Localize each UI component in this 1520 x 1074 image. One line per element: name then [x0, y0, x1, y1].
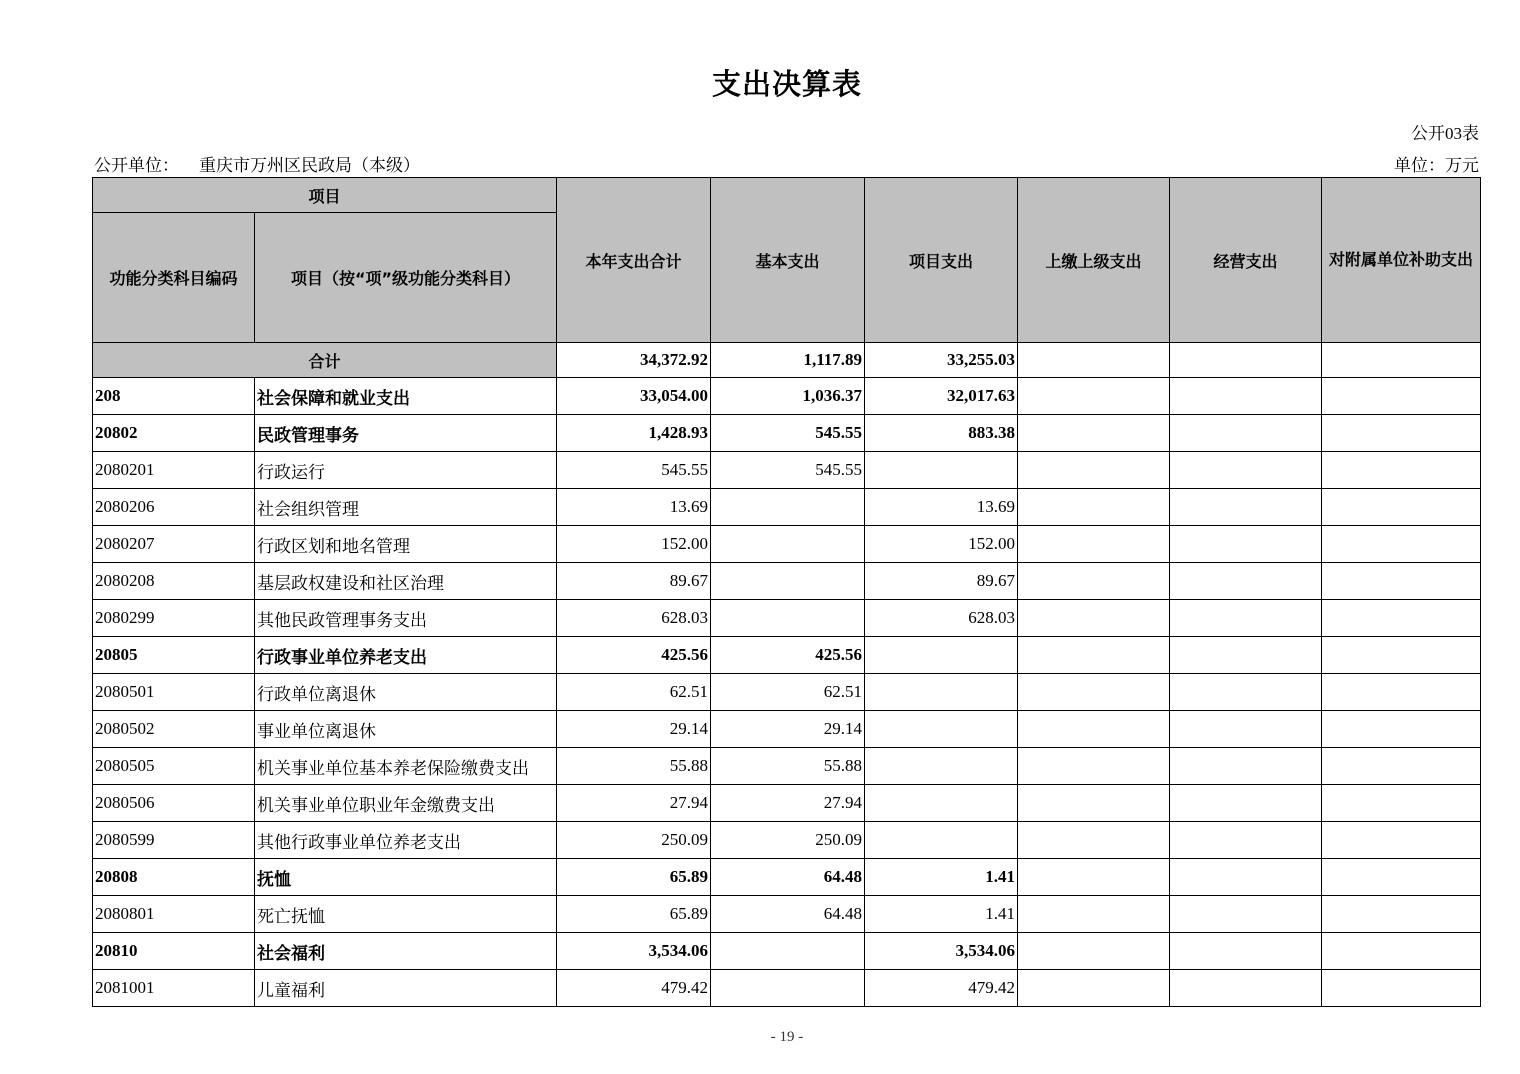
cell-total: 89.67	[557, 563, 711, 600]
cell-subsidy	[1322, 526, 1481, 563]
cell-upper	[1018, 674, 1170, 711]
cell-business	[1170, 415, 1322, 452]
cell-business	[1170, 452, 1322, 489]
table-row	[93, 970, 1481, 1007]
reporting-unit-name: 重庆市万州区民政局（本级）	[199, 156, 420, 175]
cell-name: 抚恤	[255, 859, 557, 896]
cell-basic: 27.94	[711, 785, 865, 822]
cell-total: 33,054.00	[557, 378, 711, 415]
cell-subsidy	[1322, 859, 1481, 896]
cell-project: 479.42	[865, 970, 1018, 1007]
cell-name: 行政运行	[255, 452, 557, 489]
cell-name: 行政事业单位养老支出	[255, 637, 557, 674]
cell-project	[865, 711, 1018, 748]
cell-total: 250.09	[557, 822, 711, 859]
cell-total: 479.42	[557, 970, 711, 1007]
header-item: 项目	[93, 178, 557, 213]
cell-total: 29.14	[557, 711, 711, 748]
cell-code: 2080501	[93, 674, 255, 711]
cell-total: 65.89	[557, 896, 711, 933]
cell-name: 社会福利	[255, 933, 557, 970]
cell-basic: 545.55	[711, 415, 865, 452]
cell-upper	[1018, 415, 1170, 452]
cell-total: 425.56	[557, 637, 711, 674]
cell-subsidy	[1322, 896, 1481, 933]
cell-total: 27.94	[557, 785, 711, 822]
cell-name: 行政区划和地名管理	[255, 526, 557, 563]
cell-total: 13.69	[557, 489, 711, 526]
cell-subsidy	[1322, 378, 1481, 415]
header-business: 经营支出	[1170, 178, 1322, 343]
cell-business	[1170, 896, 1322, 933]
cell-business	[1170, 748, 1322, 785]
cell-total: 1,428.93	[557, 415, 711, 452]
table-row	[93, 637, 1481, 674]
cell-upper	[1018, 489, 1170, 526]
cell-business	[1170, 489, 1322, 526]
total-label: 合计	[93, 343, 557, 378]
cell-upper	[1018, 970, 1170, 1007]
cell-upper	[1018, 933, 1170, 970]
cell-project	[865, 748, 1018, 785]
cell-basic: 29.14	[711, 711, 865, 748]
cell-name: 行政单位离退休	[255, 674, 557, 711]
page-number: - 19 -	[770, 1029, 804, 1045]
cell-name: 民政管理事务	[255, 415, 557, 452]
cell-business	[1170, 637, 1322, 674]
table-row	[93, 378, 1481, 415]
table-row	[93, 933, 1481, 970]
cell-project: 89.67	[865, 563, 1018, 600]
cell-total: 628.03	[557, 600, 711, 637]
table-row	[93, 563, 1481, 600]
cell-code: 20802	[93, 415, 255, 452]
cell-code: 20808	[93, 859, 255, 896]
cell-project	[865, 674, 1018, 711]
cell-business	[1170, 933, 1322, 970]
cell-subsidy	[1322, 415, 1481, 452]
cell-subsidy	[1322, 489, 1481, 526]
cell-upper	[1018, 822, 1170, 859]
table-row	[93, 896, 1481, 933]
header-total: 本年支出合计	[557, 178, 711, 343]
table-row	[93, 748, 1481, 785]
cell-code: 2080299	[93, 600, 255, 637]
cell-upper	[1018, 452, 1170, 489]
cell-upper	[1018, 785, 1170, 822]
cell-name: 基层政权建设和社区治理	[255, 563, 557, 600]
cell-code: 2081001	[93, 970, 255, 1007]
cell-code: 2080201	[93, 452, 255, 489]
table-row	[93, 785, 1481, 822]
cell-code: 20810	[93, 933, 255, 970]
cell-upper	[1018, 711, 1170, 748]
cell-upper	[1018, 859, 1170, 896]
cell-code: 2080506	[93, 785, 255, 822]
table-row	[93, 415, 1481, 452]
cell-name: 事业单位离退休	[255, 711, 557, 748]
cell-total: 55.88	[557, 748, 711, 785]
cell-project: 32,017.63	[865, 378, 1018, 415]
cell-code: 208	[93, 378, 255, 415]
cell-project	[865, 637, 1018, 674]
total-basic: 1,117.89	[711, 343, 865, 378]
table-row	[93, 452, 1481, 489]
cell-upper	[1018, 600, 1170, 637]
cell-subsidy	[1322, 711, 1481, 748]
cell-total: 3,534.06	[557, 933, 711, 970]
cell-code: 2080801	[93, 896, 255, 933]
cell-code: 2080505	[93, 748, 255, 785]
cell-name: 社会保障和就业支出	[255, 378, 557, 415]
cell-basic	[711, 526, 865, 563]
cell-code: 2080502	[93, 711, 255, 748]
cell-upper	[1018, 748, 1170, 785]
cell-business	[1170, 600, 1322, 637]
cell-code: 2080599	[93, 822, 255, 859]
table-row	[93, 711, 1481, 748]
total-upper	[1018, 343, 1170, 378]
cell-name: 儿童福利	[255, 970, 557, 1007]
cell-total: 65.89	[557, 859, 711, 896]
header-name: 项目（按“项”级功能分类科目）	[255, 213, 557, 343]
cell-business	[1170, 822, 1322, 859]
header-subsidy: 对附属单位补助支出	[1322, 178, 1481, 343]
table-row	[93, 674, 1481, 711]
cell-subsidy	[1322, 600, 1481, 637]
header-project: 项目支出	[865, 178, 1018, 343]
cell-basic	[711, 933, 865, 970]
cell-business	[1170, 378, 1322, 415]
header-code: 功能分类科目编码	[93, 213, 255, 343]
cell-basic: 250.09	[711, 822, 865, 859]
total-total: 34,372.92	[557, 343, 711, 378]
cell-total: 545.55	[557, 452, 711, 489]
cell-basic: 425.56	[711, 637, 865, 674]
currency-unit: 单位：万元	[1394, 156, 1479, 175]
cell-basic	[711, 563, 865, 600]
cell-project: 1.41	[865, 859, 1018, 896]
cell-subsidy	[1322, 563, 1481, 600]
cell-subsidy	[1322, 452, 1481, 489]
cell-project	[865, 785, 1018, 822]
cell-subsidy	[1322, 674, 1481, 711]
cell-basic: 55.88	[711, 748, 865, 785]
cell-business	[1170, 785, 1322, 822]
cell-upper	[1018, 378, 1170, 415]
cell-total: 152.00	[557, 526, 711, 563]
cell-name: 其他行政事业单位养老支出	[255, 822, 557, 859]
cell-basic: 64.48	[711, 859, 865, 896]
page-title: 支出决算表	[711, 69, 862, 101]
cell-basic: 62.51	[711, 674, 865, 711]
cell-basic: 64.48	[711, 896, 865, 933]
cell-basic	[711, 489, 865, 526]
table-row	[93, 489, 1481, 526]
cell-upper	[1018, 637, 1170, 674]
cell-project	[865, 822, 1018, 859]
cell-name: 其他民政管理事务支出	[255, 600, 557, 637]
total-row	[93, 343, 1481, 378]
cell-project: 13.69	[865, 489, 1018, 526]
cell-code: 2080207	[93, 526, 255, 563]
cell-business	[1170, 970, 1322, 1007]
cell-project	[865, 452, 1018, 489]
cell-basic: 545.55	[711, 452, 865, 489]
cell-upper	[1018, 563, 1170, 600]
table-row	[93, 859, 1481, 896]
cell-business	[1170, 674, 1322, 711]
cell-upper	[1018, 896, 1170, 933]
cell-code: 2080206	[93, 489, 255, 526]
table-row	[93, 600, 1481, 637]
total-business	[1170, 343, 1322, 378]
table-number: 公开03表	[1411, 124, 1479, 143]
header-basic: 基本支出	[711, 178, 865, 343]
header-upper: 上缴上级支出	[1018, 178, 1170, 343]
cell-subsidy	[1322, 637, 1481, 674]
table-row	[93, 822, 1481, 859]
cell-business	[1170, 711, 1322, 748]
cell-basic	[711, 970, 865, 1007]
cell-code: 2080208	[93, 563, 255, 600]
total-project: 33,255.03	[865, 343, 1018, 378]
expenditure-table	[92, 177, 1481, 1007]
reporting-unit	[94, 151, 420, 176]
cell-total: 62.51	[557, 674, 711, 711]
cell-name: 死亡抚恤	[255, 896, 557, 933]
cell-code: 20805	[93, 637, 255, 674]
cell-name: 机关事业单位职业年金缴费支出	[255, 785, 557, 822]
cell-business	[1170, 526, 1322, 563]
cell-project: 152.00	[865, 526, 1018, 563]
cell-subsidy	[1322, 785, 1481, 822]
cell-subsidy	[1322, 933, 1481, 970]
cell-basic: 1,036.37	[711, 378, 865, 415]
cell-business	[1170, 563, 1322, 600]
cell-name: 社会组织管理	[255, 489, 557, 526]
cell-subsidy	[1322, 822, 1481, 859]
cell-business	[1170, 859, 1322, 896]
cell-project: 3,534.06	[865, 933, 1018, 970]
cell-project: 1.41	[865, 896, 1018, 933]
cell-project: 628.03	[865, 600, 1018, 637]
total-subsidy	[1322, 343, 1481, 378]
cell-subsidy	[1322, 748, 1481, 785]
cell-upper	[1018, 526, 1170, 563]
cell-basic	[711, 600, 865, 637]
cell-project: 883.38	[865, 415, 1018, 452]
table-row	[93, 526, 1481, 563]
cell-name: 机关事业单位基本养老保险缴费支出	[255, 748, 557, 785]
reporting-unit-label: 公开单位：	[94, 156, 179, 175]
cell-subsidy	[1322, 970, 1481, 1007]
